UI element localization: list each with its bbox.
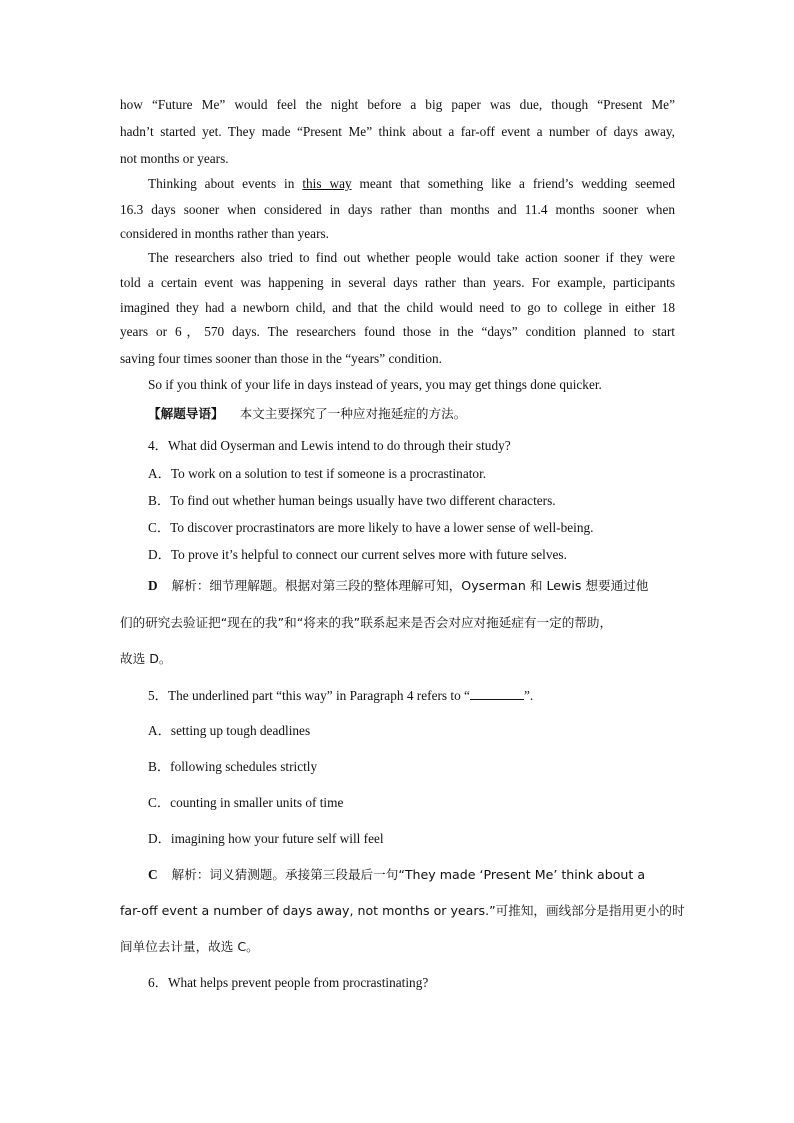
option-c: C．counting in smaller units of time: [148, 795, 344, 810]
answer-letter: C: [148, 867, 158, 882]
explanation-line: [148, 577, 675, 595]
explanation-line: far-off event a number of days away, not months or years.”可推知，画线部分是指用更小的时: [120, 903, 685, 918]
option-a: A．To work on a solution to test if someone is a procrastinator.: [148, 466, 487, 481]
passage-text: Thinking about events in: [148, 176, 303, 191]
passage-line: The researchers also tried to find out whether people would take action sooner if they were: [148, 250, 675, 265]
option-d: D．imagining how your future self will feel: [148, 831, 384, 846]
answer-blank: [470, 687, 524, 700]
passage-line: years or 6，570 days. The researchers found those in the “days” condition planned to start: [120, 324, 675, 339]
option-b: B．following schedules strictly: [148, 759, 318, 774]
explanation-line: [148, 866, 675, 884]
question-stem: [148, 687, 675, 705]
question-stem: 6．What helps prevent people from procrastinating?: [148, 975, 429, 990]
passage-line: So if you think of your life in days instead of years, you may get things done quicker.: [148, 377, 602, 392]
option-d: D．To prove it’s helpful to connect our current selves more with future selves.: [148, 547, 567, 562]
passage-line: saving four times sooner than those in the “years” condition.: [120, 351, 443, 366]
guide-text: 本文主要探究了一种应对拖延症的方法。: [239, 406, 467, 421]
guide-label: 【解题导语】: [148, 406, 224, 421]
explanation-line: 间单位去计量，故选 C。: [120, 939, 259, 954]
passage-line: 16.3 days sooner when considered in days rather than months and 11.4 months sooner when: [120, 202, 675, 217]
passage-line: imagined they had a newborn child, and that the child would need to go to college in either 18: [120, 300, 675, 315]
underlined-phrase: this way: [302, 176, 352, 191]
explanation-text: 解析：词义猜测题。承接第三段最后一句“They made ‘Present Me’ think about a: [171, 867, 646, 882]
answer-letter: D: [148, 578, 158, 593]
option-b: B．To find out whether human beings usually have two different characters.: [148, 493, 556, 508]
passage-line: how “Future Me” would feel the night before a big paper was due, though “Present Me”: [120, 97, 675, 112]
passage-text: meant that something like a friend’s wedding seemed: [351, 176, 675, 191]
option-a: A．setting up tough deadlines: [148, 723, 311, 738]
explanation-line: 们的研究去验证把“现在的我”和“将来的我”联系起来是否会对应对拖延症有一定的帮助，: [120, 615, 613, 630]
option-c: C．To discover procrastinators are more likely to have a lower sense of well-being.: [148, 520, 594, 535]
passage-line: considered in months rather than years.: [120, 226, 329, 241]
passage-line: told a certain event was happening in several days rather than years. For example, participants: [120, 275, 675, 290]
question-stem: 4．What did Oyserman and Lewis intend to do through their study?: [148, 438, 511, 453]
guide-line: [148, 405, 675, 423]
question-text: 5．The underlined part “this way” in Paragraph 4 refers to “: [148, 688, 470, 703]
explanation-line: 故选 D。: [120, 651, 172, 666]
passage-line: not months or years.: [120, 151, 229, 166]
explanation-text: 解析：细节理解题。根据对第三段的整体理解可知，Oyserman 和 Lewis 想要通过他: [171, 578, 649, 593]
passage-line: hadn’t started yet. They made “Present Me” think about a far-off event a number of days away,: [120, 124, 675, 139]
question-text: ”.: [523, 688, 534, 703]
passage-line: [148, 175, 675, 193]
